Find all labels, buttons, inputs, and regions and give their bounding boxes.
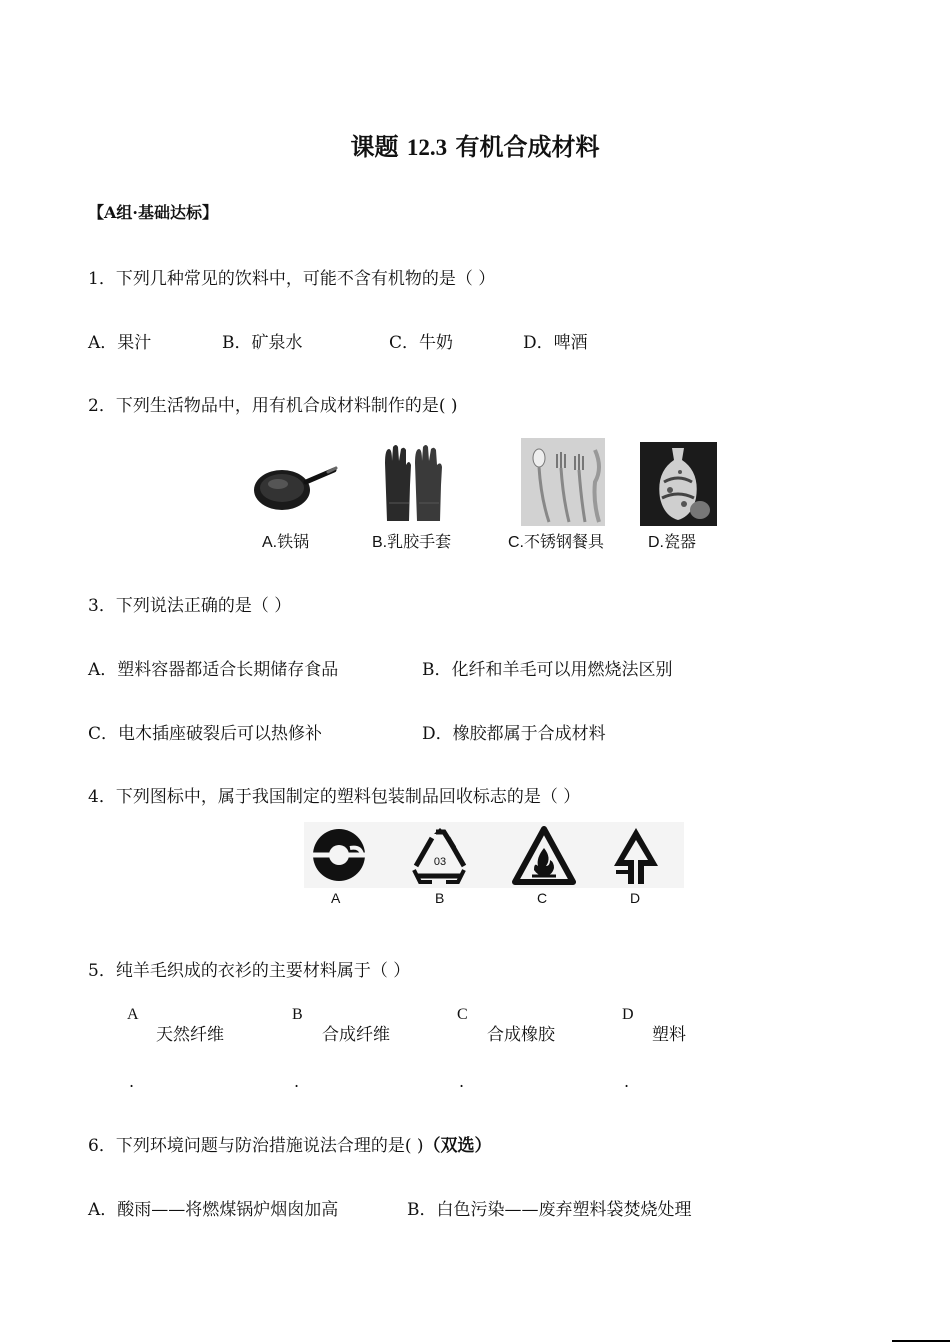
- frying-pan-icon: [252, 462, 338, 514]
- section-label: 【A组·基础达标】: [88, 203, 218, 222]
- q2-caption-b: B.乳胶手套: [372, 534, 452, 551]
- q3-option-b: B．化纤和羊毛可以用燃烧法区别: [422, 660, 673, 680]
- rubber-gloves-icon: [381, 443, 445, 523]
- question-1: 1．下列几种常见的饮料中，可能不含有机物的是（ ）: [88, 269, 496, 289]
- question-6-tag: （双选）: [423, 1136, 492, 1156]
- q4-label-a: A: [331, 890, 341, 906]
- q2-caption-c: C.不锈钢餐具: [508, 534, 605, 551]
- title-suffix: 有机合成材料: [455, 132, 600, 161]
- question-6-text: 6．下列环境问题与防治措施说法合理的是( ): [88, 1136, 424, 1156]
- q5-letter-d: D: [622, 1006, 634, 1023]
- q5-letter-c: C: [457, 1006, 468, 1023]
- q1-option-a: A．果汁: [88, 333, 152, 353]
- recycle-arrow-icon: [608, 826, 664, 886]
- q5-dot-a: .: [129, 1072, 135, 1091]
- title-number: 12.3: [406, 135, 448, 160]
- page-corner-rule: [892, 1340, 950, 1342]
- q1-option-c: C．牛奶: [389, 333, 454, 353]
- q3-option-a: A．塑料容器都适合长期储存食品: [88, 660, 339, 680]
- q6-option-a: A．酸雨——将燃煤锅炉烟囱加高: [88, 1200, 339, 1220]
- q4-label-d: D: [630, 890, 641, 906]
- q3-option-d: D．橡胶都属于合成材料: [422, 724, 606, 744]
- question-4: 4．下列图标中，属于我国制定的塑料包装制品回收标志的是（ ）: [88, 787, 581, 807]
- page-title: [0, 127, 950, 162]
- question-6: [88, 1131, 491, 1156]
- q1-option-d: D．啤酒: [523, 333, 588, 353]
- q5-letter-b: B: [292, 1006, 303, 1023]
- cutlery-icon: [521, 438, 605, 526]
- q5-option-c: 合成橡胶: [487, 1025, 555, 1045]
- q5-dot-b: .: [294, 1072, 300, 1091]
- q5-letter-a: A: [127, 1006, 139, 1023]
- q5-dot-c: .: [459, 1072, 465, 1091]
- q5-dot-d: .: [624, 1072, 630, 1091]
- q4-label-b: B: [435, 890, 445, 906]
- q6-option-b: B．白色污染——废弃塑料袋焚烧处理: [407, 1200, 692, 1220]
- q4-label-c: C: [537, 890, 548, 906]
- title-prefix: 课题: [350, 132, 399, 161]
- porcelain-vase-icon: [640, 442, 717, 526]
- q2-caption-d: D.瓷器: [648, 534, 697, 551]
- question-3: 3．下列说法正确的是（ ）: [88, 596, 292, 616]
- q3-option-c: C．电木插座破裂后可以热修补: [88, 724, 323, 744]
- recycle-code: 03: [433, 856, 447, 868]
- question-2: 2．下列生活物品中，用有机合成材料制作的是( ): [88, 396, 458, 416]
- question-5: 5．纯羊毛织成的衣衫的主要材料属于（ ）: [88, 961, 411, 981]
- recycle-triangle-icon: [408, 826, 472, 886]
- q5-option-a: 天然纤维: [156, 1025, 224, 1045]
- china-recycle-logo-icon: [310, 826, 368, 884]
- q1-option-b: B．矿泉水: [222, 333, 303, 353]
- q5-option-b: 合成纤维: [322, 1025, 390, 1045]
- q2-caption-a: A.铁锅: [262, 534, 310, 551]
- q5-option-d: 塑料: [652, 1025, 686, 1045]
- flammable-warning-icon: [512, 826, 576, 886]
